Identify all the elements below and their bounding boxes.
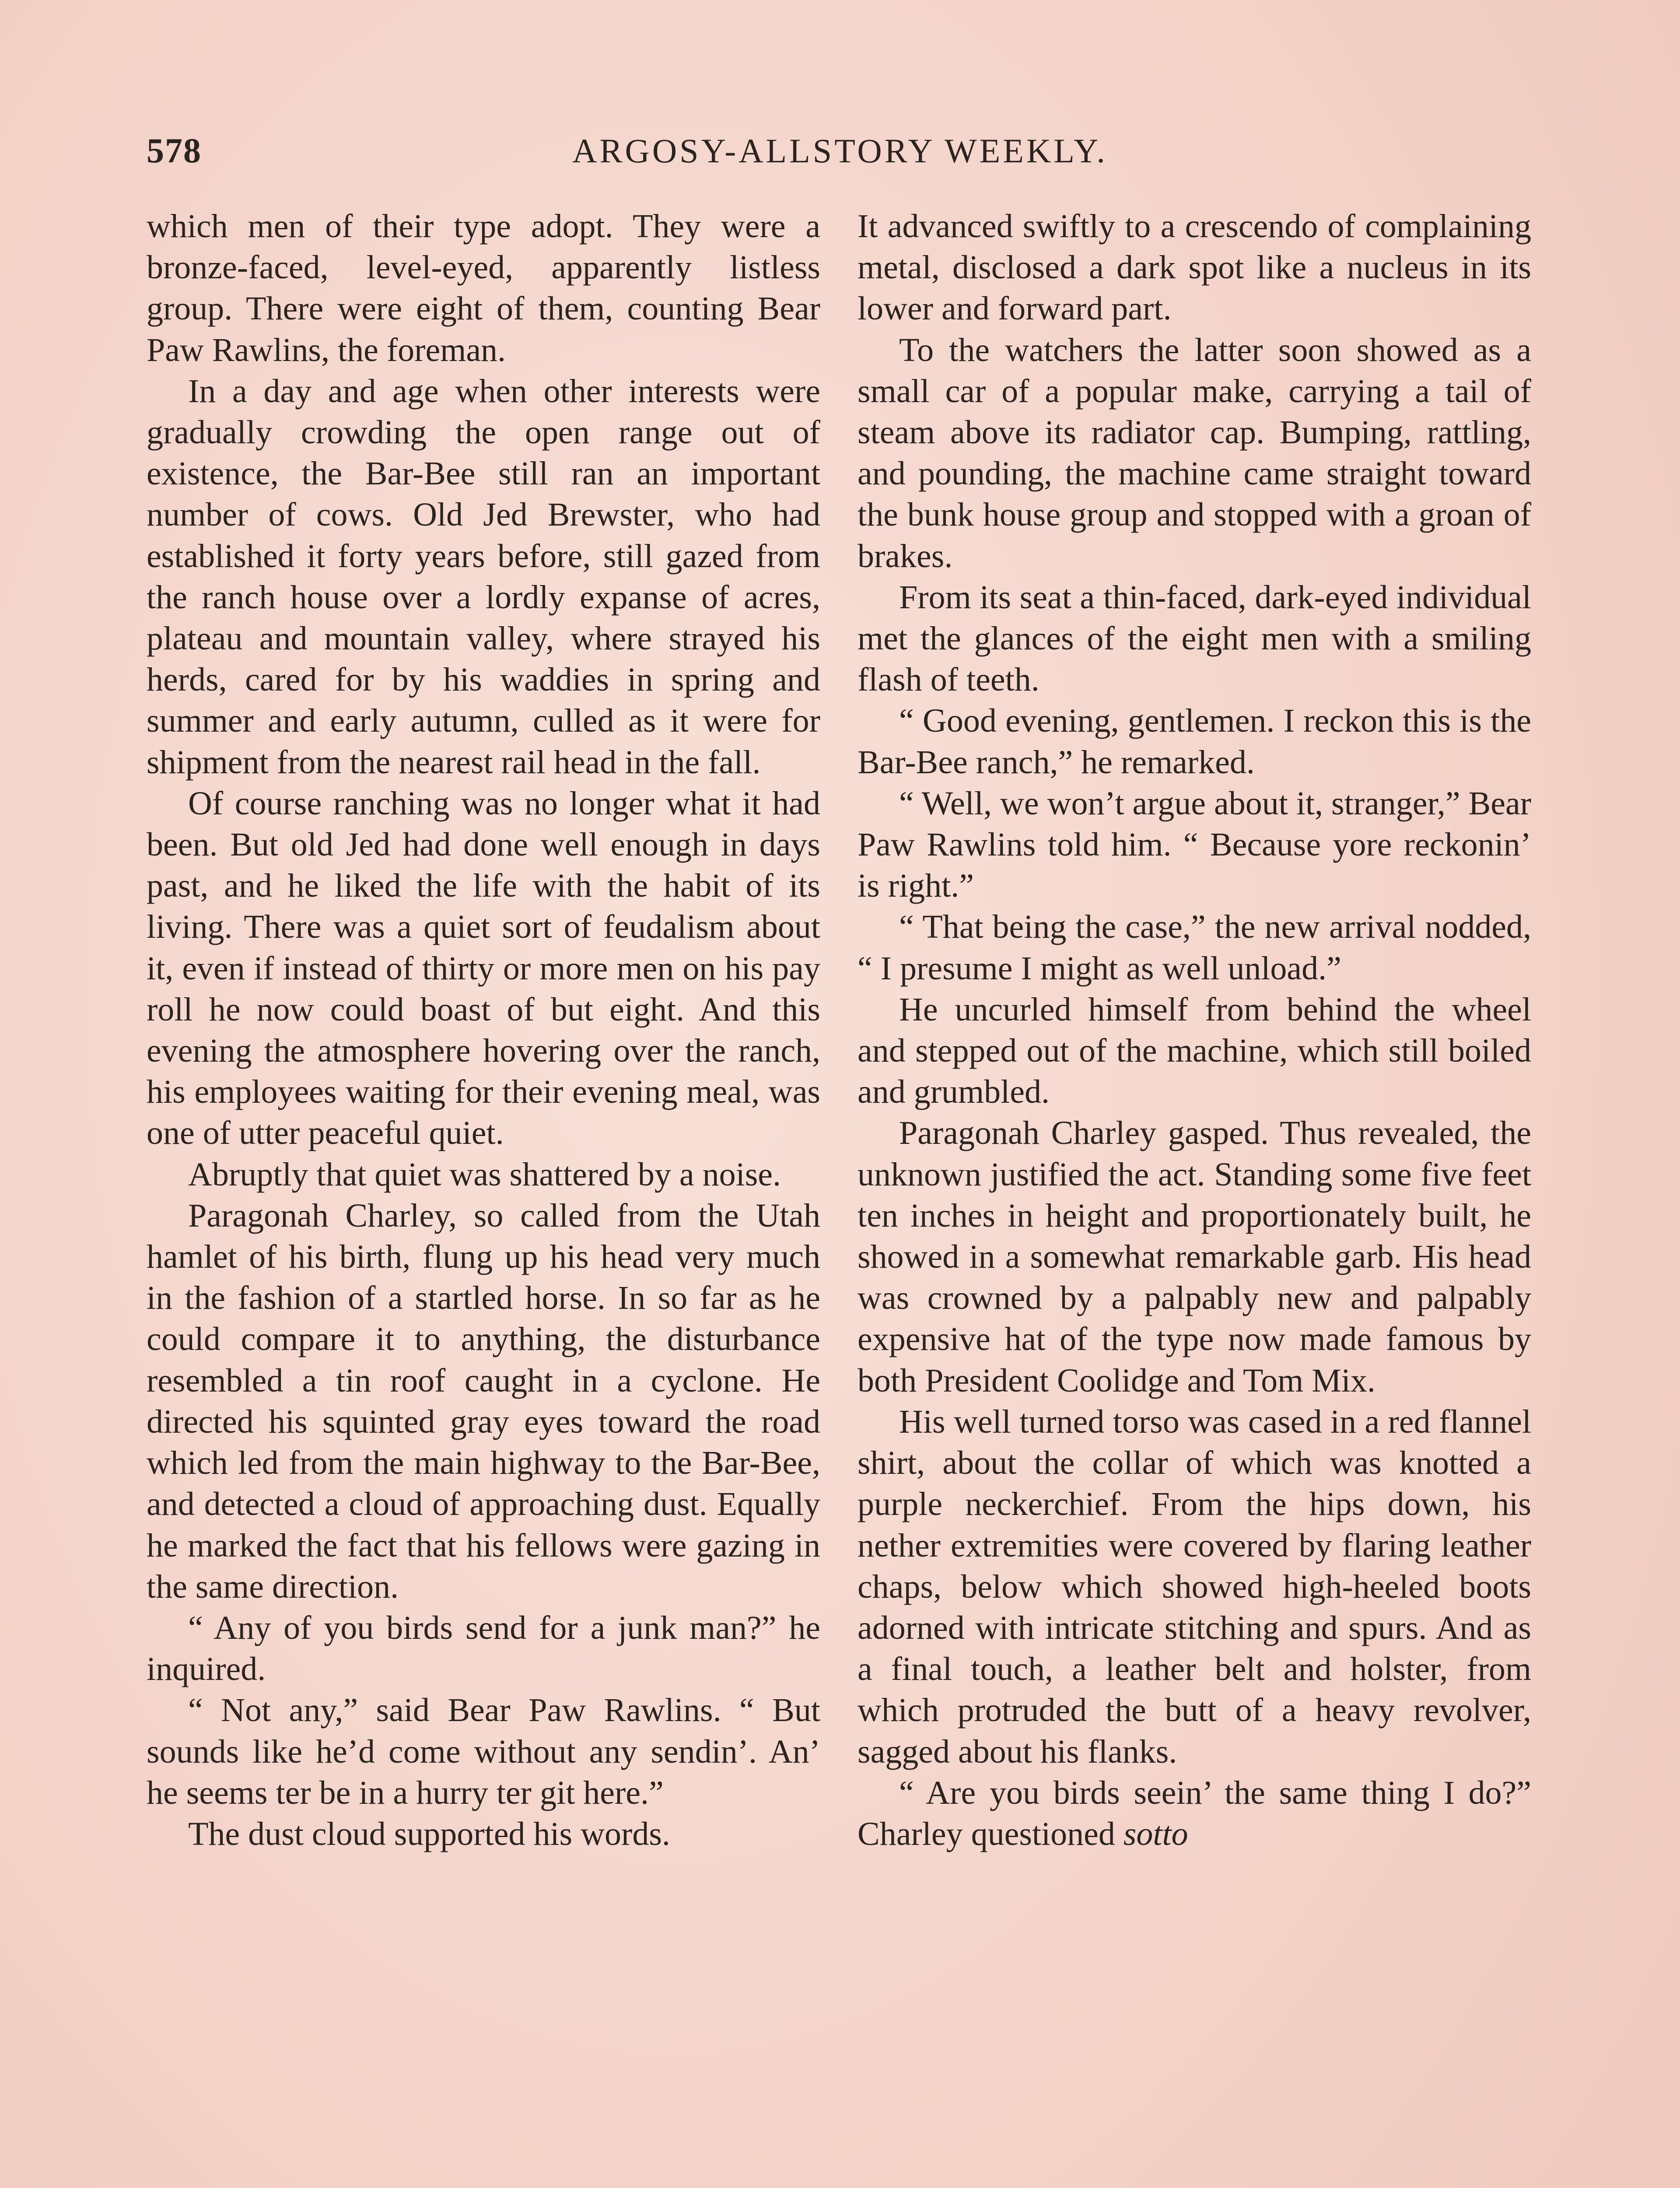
paragraph: It advanced swiftly to a crescendo of complaining metal, disclosed a dark spot like a nucleus in its lower and forward part. xyxy=(858,208,1531,327)
magazine-title: ARGOSY-ALLSTORY WEEKLY. xyxy=(572,132,1108,170)
paragraph: which men of their type adopt. They were a bronze-faced, level-eyed, apparently listless group. There were eight of them, counting Bear Paw Rawlins, the foreman. xyxy=(147,208,820,368)
paragraph: “ Good evening, gentlemen. I reckon this is the Bar-Bee ranch,” he remarked. xyxy=(858,702,1531,781)
paragraph: “ Not any,” said Bear Paw Rawlins. “ But sounds like he’d come without any sendin’. An’ he seems ter be in a hurry ter git here.” xyxy=(147,1692,820,1811)
page-number: 578 xyxy=(147,132,202,170)
paragraph: From its seat a thin-faced, dark-eyed individual met the glances of the eight men with a smiling flash of teeth. xyxy=(858,579,1531,698)
right-column xyxy=(858,206,1531,1855)
paragraph: To the watchers the latter soon showed as a small car of a popular make, carrying a tail of steam above its radiator cap. Bumping, rattling, and pounding, the machine came straight toward the bunk house group and stopped with a groan of brakes. xyxy=(858,331,1531,575)
paragraph-text: “ Are you birds seein’ the same thing I do?” Charley questioned xyxy=(858,1774,1531,1852)
paragraph: “ Any of you birds send for a junk man?” he inquired. xyxy=(147,1609,820,1688)
left-column xyxy=(147,206,820,1855)
paragraph: The dust cloud supported his words. xyxy=(188,1815,670,1852)
paragraph: Paragonah Charley gasped. Thus revealed, the unknown justified the act. Standing some five feet ten inches in height and proportionately built, he showed in a somewhat remarkable garb. His head was crowned by a palpably new and palpably expensive hat of the type now made famous by both President Coolidge and Tom Mix. xyxy=(858,1115,1531,1399)
paragraph: He uncurled himself from behind the wheel and stepped out of the machine, which still boiled and grumbled. xyxy=(858,991,1531,1111)
paragraph: His well turned torso was cased in a red flannel shirt, about the collar of which was knotted a purple neckerchief. From the hips down, his nether extremities were covered by flaring leather chaps, below which showed high-heeled boots adorned with intricate stitching and spurs. And as a final touch, a leather belt and holster, from which protruded the butt of a heavy revolver, sagged about his flanks. xyxy=(858,1403,1531,1770)
paragraph: Paragonah Charley, so called from the Utah hamlet of his birth, flung up his head very much in the fashion of a startled horse. In so far as he could compare it to anything, the disturbance resembled a tin roof caught in a cyclone. He directed his squinted gray eyes toward the road which led from the main highway to the Bar-Bee, and detected a cloud of approaching dust. Equally he marked the fact that his fellows were gazing in the same direction. xyxy=(147,1197,820,1605)
running-head xyxy=(147,131,1533,179)
paragraph: In a day and age when other interests were gradually crowding the open range out of existence, the Bar-Bee still ran an important number of cows. Old Jed Brewster, who had established it forty years before, still gazed from the ranch house over a lordly expanse of acres, plateau and mountain valley, where strayed his herds, cared for by his waddies in spring and summer and early autumn, culled as it were for shipment from the nearest rail head in the fall. xyxy=(147,372,820,781)
paragraph: “ Well, we won’t argue about it, stranger,” Bear Paw Rawlins told him. “ Because yore reckonin’ is right.” xyxy=(858,785,1531,905)
paragraph: “ That being the case,” the new arrival nodded, “ I presume I might as well unload.” xyxy=(858,908,1531,987)
paragraph xyxy=(858,1772,1531,1855)
paragraph: Of course ranching was no longer what it had been. But old Jed had done well enough in days past, and he liked the life with the habit of its living. There was a quiet sort of feudalism about it, even if instead of thirty or more men on his pay roll he now could boast of but eight. And this evening the atmosphere hovering over the ranch, his employees waiting for their evening meal, was one of utter peaceful quiet. xyxy=(147,785,820,1152)
italic-phrase: sotto xyxy=(1123,1815,1188,1852)
paragraph: Abruptly that quiet was shattered by a noise. xyxy=(188,1156,781,1193)
